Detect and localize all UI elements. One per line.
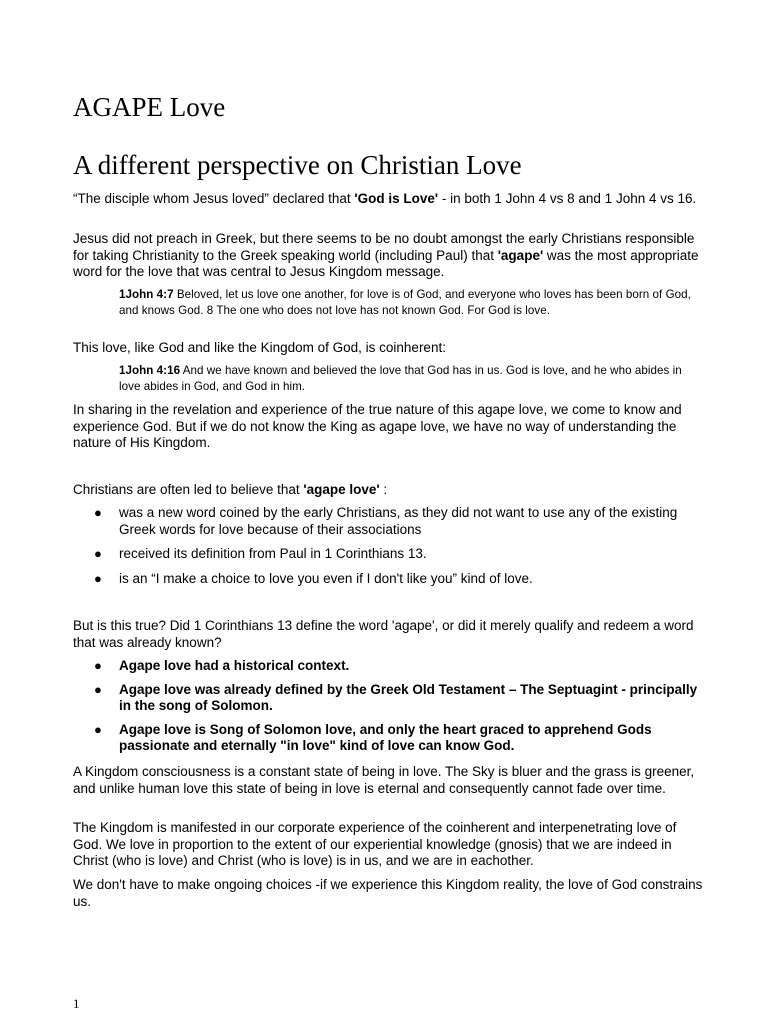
belief-list [73, 505, 703, 587]
paragraph-text: Christians are often led to believe that [73, 482, 304, 497]
paragraph-kingdom-manifested: The Kingdom is manifested in our corporate experience of the coinherent and interpenetrating love of God. We love in proportion to the extent of our experiential knowledge (gnosis) that we are indeed in Christ (who is love) and Christ (who is love) is in us, and we are in eachother. [73, 820, 677, 868]
bullet-icon: ● [94, 546, 102, 561]
paragraph-ongoing-choices: We don't have to make ongoing choices -if we experience this Kingdom reality, the love of God constrains us. [73, 877, 703, 909]
paragraph-greek [73, 231, 703, 281]
list-item-text: Agape love was already defined by the Greek Old Testament – The Septuagint - principally in the song of Solomon. [119, 681, 698, 713]
document-subtitle: A different perspective on Christian Love [73, 150, 522, 180]
scripture-quote-1john-4-7 [119, 287, 694, 318]
paragraph-sharing: In sharing in the revelation and experience of the true nature of this agape love, we come to know and experience God. But if we do not know the King as agape love, we have no way of understanding the nature of His Kingdom. [73, 402, 682, 450]
paragraph-christians-led [73, 482, 703, 499]
list-item [73, 571, 703, 588]
bullet-icon: ● [94, 505, 102, 520]
page-number: 1 [73, 996, 80, 1011]
list-item [73, 546, 703, 563]
bullet-icon: ● [94, 570, 102, 586]
bullet-icon: ● [94, 658, 102, 673]
list-item [73, 722, 703, 755]
paragraph-text: : [379, 482, 388, 497]
scripture-text: And we have known and believed the love that God has in us. God is love, and he who abides in love abides in God, and God in him. [119, 364, 682, 393]
scripture-text: Beloved, let us love one another, for love is of God, and everyone who loves has been born of God, and knows God. 8 The one who does not love has not known God. For God is love. [119, 288, 691, 317]
list-item-text: is an “I make a choice to love you even if I don't like you” kind of love. [119, 570, 533, 586]
bullet-icon: ● [94, 681, 102, 697]
list-item-text: was a new word coined by the early Christians, as they did not want to use any of the existing Greek words for love because of their associations [119, 505, 678, 537]
list-item-text: received its definition from Paul in 1 Corinthians 13. [119, 546, 427, 561]
paragraph-text: was the most appropriate word for the love that was central to Jesus Kingdom message. [73, 247, 699, 279]
paragraph-is-this-true: But is this true? Did 1 Corinthians 13 define the word 'agape', or did it merely qualify and redeem a word that was already known? [73, 618, 694, 650]
list-item-text: Agape love is Song of Solomon love, and only the heart graced to apprehend Gods passionate and eternally "in love" kind of love can know God. [119, 721, 652, 753]
paragraph-god-is-love [73, 191, 703, 208]
scripture-quote-1john-4-16 [119, 363, 694, 394]
paragraph-coinherent: This love, like God and like the Kingdom of God, is coinherent: [73, 340, 446, 355]
bold-phrase: 'agape' [497, 247, 544, 263]
paragraph-kingdom-consciousness: A Kingdom consciousness is a constant state of being in love. The Sky is bluer and the grass is greener, and unlike human love this state of being in love is eternal and consequently cannot fade over time. [73, 764, 695, 796]
list-item [73, 658, 703, 675]
paragraph-text: Jesus did not preach in Greek, but there seems to be no doubt amongst the early Christians responsible for taking Christianity to the Greek speaking world (including Paul) that [73, 231, 695, 263]
bold-phrase: 'God is Love' [354, 191, 439, 206]
list-item-text: Agape love had a historical context. [119, 658, 350, 673]
list-item [73, 505, 703, 538]
scripture-reference: 1John 4:7 [119, 288, 174, 301]
paragraph-text: “The disciple whom Jesus loved” declared that [73, 191, 355, 206]
scripture-reference: 1John 4:16 [119, 364, 181, 377]
bullet-icon: ● [94, 721, 102, 737]
bold-phrase: 'agape love' [303, 482, 380, 497]
agape-claims-list [73, 658, 703, 755]
document-title: AGAPE Love [73, 92, 226, 122]
list-item [73, 682, 703, 715]
paragraph-text: - in both 1 John 4 vs 8 and 1 John 4 vs 16. [438, 191, 697, 206]
